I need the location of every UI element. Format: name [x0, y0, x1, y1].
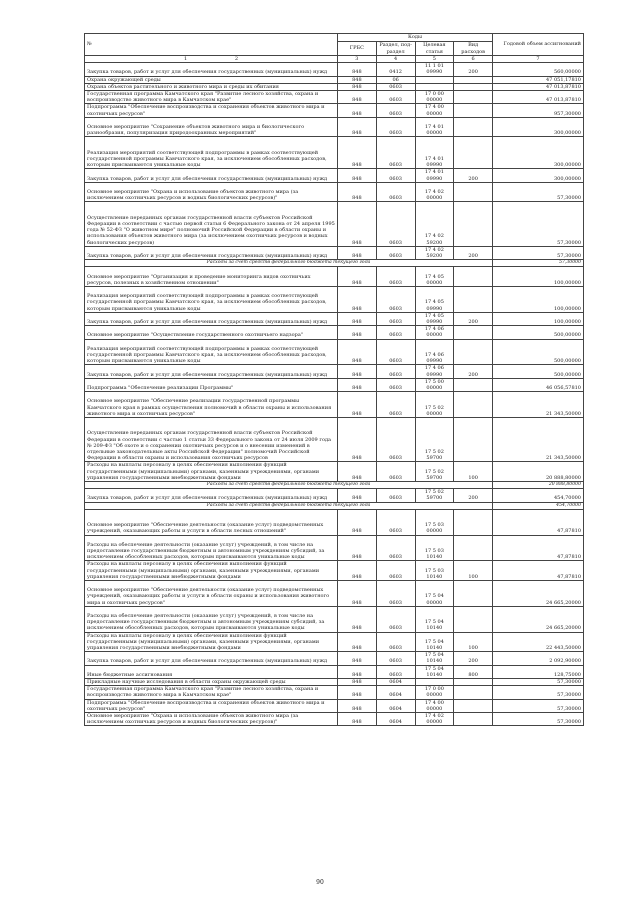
row-grbs: 848	[338, 392, 377, 418]
table-row	[85, 665, 584, 678]
row-sum: 47,87810	[493, 561, 584, 581]
table-row	[85, 462, 584, 482]
row-target-article	[415, 679, 454, 686]
row-expense-type: 200	[454, 312, 493, 325]
row-name: Расходы на выплаты персоналу в целях обеспечения выполнения функций государственными (муниципальными) органами, казенными учреждениями, органами управления государственными внебюджетными фондами	[85, 561, 338, 581]
row-target-article: 17 4 01 09990	[415, 137, 454, 169]
row-grbs: 848	[338, 535, 377, 561]
budget-table	[84, 33, 584, 726]
row-expense-type	[454, 686, 493, 699]
table-subrow	[85, 482, 584, 489]
row-grbs: 848	[338, 509, 377, 535]
row-sum: 500,00000	[493, 339, 584, 365]
header-razdel: Раздел, под-раздел	[376, 42, 415, 56]
row-target-article: 17 5 02 00000	[415, 392, 454, 418]
row-sum: 20 888,80000	[493, 462, 584, 482]
row-name: Реализация мероприятий соответствующей подпрограммы в рамках соответствующей государственной программы Камчатского края, за исключением обособленных расходов, которым присваиваются уникальные коды	[85, 339, 338, 365]
row-razdel: 0603	[376, 169, 415, 182]
row-expense-type	[454, 91, 493, 104]
row-grbs: 848	[338, 267, 377, 287]
row-razdel: 0603	[376, 632, 415, 652]
row-expense-type: 200	[454, 63, 493, 76]
row-expense-type: 200	[454, 365, 493, 378]
row-target-article: 17 4 02 00000	[415, 713, 454, 726]
table-row	[85, 312, 584, 325]
row-razdel: 0603	[376, 581, 415, 607]
row-grbs: 848	[338, 91, 377, 104]
table-row	[85, 83, 584, 90]
row-name: Основное мероприятие "Обеспечение деятельности (оказание услуг) подведомственных учреждений, оказывающих работы и услуги в области лесных отношений"	[85, 509, 338, 535]
row-name: Закупка товаров, работ и услуг для обеспечения государственных (муниципальных) нужд	[85, 169, 338, 182]
row-razdel: 06	[376, 76, 415, 83]
table-row	[85, 378, 584, 391]
row-expense-type	[454, 267, 493, 287]
table-body	[85, 63, 584, 726]
row-expense-type: 200	[454, 246, 493, 259]
row-name: Охрана окружающей среды	[85, 76, 338, 83]
table-row	[85, 287, 584, 313]
header-vr: Вид расходов	[454, 42, 493, 56]
row-expense-type	[454, 713, 493, 726]
col-num-6: 6	[454, 56, 493, 63]
table-row	[85, 509, 584, 535]
row-grbs: 848	[338, 713, 377, 726]
row-target-article: 17 5 02 59700	[415, 418, 454, 462]
row-grbs: 848	[338, 606, 377, 632]
row-razdel: 0603	[376, 83, 415, 90]
row-expense-type	[454, 606, 493, 632]
row-grbs: 848	[338, 632, 377, 652]
row-razdel: 0603	[376, 561, 415, 581]
row-target-article: 17 4 02 59200	[415, 246, 454, 259]
row-target-article: 17 4 00 00000	[415, 699, 454, 712]
row-razdel: 0412	[376, 63, 415, 76]
row-target-article: 17 0 00 00000	[415, 686, 454, 699]
row-target-article: 17 4 05 09990	[415, 287, 454, 313]
row-razdel: 0603	[376, 365, 415, 378]
row-grbs: 848	[338, 418, 377, 462]
row-expense-type	[454, 182, 493, 202]
row-grbs: 848	[338, 686, 377, 699]
page-number: 90	[316, 879, 324, 886]
table-row	[85, 581, 584, 607]
row-razdel: 0603	[376, 202, 415, 246]
row-sum: 22 443,50000	[493, 632, 584, 652]
table-row	[85, 137, 584, 169]
row-grbs: 848	[338, 378, 377, 391]
table-row	[85, 76, 584, 83]
table-row	[85, 267, 584, 287]
row-razdel: 0603	[376, 246, 415, 259]
table-row	[85, 104, 584, 117]
row-razdel: 0603	[376, 91, 415, 104]
row-expense-type: 100	[454, 561, 493, 581]
header-num: №	[85, 34, 338, 56]
subrow-value: 454,70000	[493, 502, 584, 509]
row-razdel: 0603	[376, 652, 415, 665]
row-sum: 300,00000	[493, 117, 584, 137]
row-target-article: 17 5 03 10140	[415, 561, 454, 581]
row-grbs: 848	[338, 287, 377, 313]
row-name: Охрана объектов растительного и животного мира и среды их обитания	[85, 83, 338, 90]
table-row	[85, 246, 584, 259]
col-num-3: 3	[338, 56, 377, 63]
table-row	[85, 489, 584, 502]
row-razdel: 0603	[376, 104, 415, 117]
table-row	[85, 392, 584, 418]
row-sum: 560,00000	[493, 63, 584, 76]
table-row	[85, 326, 584, 339]
row-name: Основное мероприятие "Охрана и использование объектов животного мира (за исключением охотничьих ресурсов и водных биологических ресурсов)"	[85, 713, 338, 726]
row-sum: 128,75000	[493, 665, 584, 678]
row-sum: 500,00000	[493, 365, 584, 378]
row-razdel: 0603	[376, 509, 415, 535]
row-name: Основное мероприятие "Сохранение объектов животного мира и биологического разнообразия, популяризация природоохранных мероприятий"	[85, 117, 338, 137]
table-row	[85, 652, 584, 665]
row-razdel: 0604	[376, 686, 415, 699]
row-sum: 24 665,20000	[493, 581, 584, 607]
row-grbs: 848	[338, 137, 377, 169]
row-razdel: 0603	[376, 665, 415, 678]
row-expense-type	[454, 104, 493, 117]
row-razdel: 0603	[376, 137, 415, 169]
row-target-article: 17 4 01 09990	[415, 169, 454, 182]
row-sum: 47,87810	[493, 509, 584, 535]
row-sum: 47 013,87810	[493, 83, 584, 90]
table-subrow	[85, 260, 584, 267]
table-row	[85, 117, 584, 137]
subrow-label: Расходы за счет средств федерального бюджета текущего года	[85, 260, 493, 267]
table-row	[85, 169, 584, 182]
row-name: Закупка товаров, работ и услуг для обеспечения государственных (муниципальных) нужд	[85, 365, 338, 378]
row-target-article: 17 4 01 00000	[415, 117, 454, 137]
row-sum: 100,00000	[493, 312, 584, 325]
table-row	[85, 535, 584, 561]
row-expense-type	[454, 83, 493, 90]
row-target-article: 17 5 02 59700	[415, 489, 454, 502]
row-expense-type	[454, 392, 493, 418]
row-name: Основное мероприятие "Обеспечение деятельности (оказание услуг) подведомственных учреждений, оказывающих работы и услуги в области охраны и использования животного мира и охотничьих ресурсов"	[85, 581, 338, 607]
row-razdel: 0603	[376, 182, 415, 202]
row-target-article: 17 5 04 10140	[415, 606, 454, 632]
row-target-article: 17 5 04 10140	[415, 632, 454, 652]
row-grbs: 848	[338, 202, 377, 246]
row-target-article	[415, 83, 454, 90]
row-expense-type	[454, 581, 493, 607]
row-razdel: 0603	[376, 535, 415, 561]
row-name: Расходы на обеспечение деятельности (оказание услуг) учреждений, в том числе на предоставление государственным бюджетным и автономным учреждениям субсидий, за исключением обособленных расходов, которым присваиваются уникальные коды	[85, 606, 338, 632]
row-grbs: 848	[338, 365, 377, 378]
row-expense-type	[454, 76, 493, 83]
table-row	[85, 713, 584, 726]
col-num-5: 5	[415, 56, 454, 63]
row-razdel: 0603	[376, 267, 415, 287]
table-row	[85, 686, 584, 699]
row-name: Осуществление переданных органам государственной власти субъектов Российской Федерации в соответствии с частью первой статьи 6 Федерального закона от 24 апреля 1995 года № 52-ФЗ "О животном мире" полномочий Российской Федерации в области охраны и использования объектов животного мира (за исключением охотничьих ресурсов и водных биологических ресурсов)	[85, 202, 338, 246]
row-sum: 57,30000	[493, 202, 584, 246]
row-razdel: 0603	[376, 606, 415, 632]
row-sum: 47 051,17810	[493, 76, 584, 83]
row-sum: 57,30000	[493, 679, 584, 686]
row-razdel: 0603	[376, 312, 415, 325]
row-name: Основное мероприятие "Охрана и использование объектов животного мира (за исключением охотничьих ресурсов и водных биологических ресурсов)"	[85, 182, 338, 202]
row-razdel: 0604	[376, 679, 415, 686]
row-grbs: 848	[338, 489, 377, 502]
table-subrow	[85, 502, 584, 509]
row-sum: 57,30000	[493, 686, 584, 699]
row-grbs: 848	[338, 561, 377, 581]
row-sum: 957,30000	[493, 104, 584, 117]
table-header-row	[85, 34, 584, 42]
table-row	[85, 561, 584, 581]
row-name: Реализация мероприятий соответствующей подпрограммы в рамках соответствующей государственной программы Камчатского края, за исключением обособленных расходов, которым присваиваются уникальные коды	[85, 287, 338, 313]
row-expense-type: 200	[454, 489, 493, 502]
row-target-article: 17 4 06 09990	[415, 339, 454, 365]
table-row	[85, 339, 584, 365]
row-target-article: 17 5 04 10140	[415, 665, 454, 678]
row-sum: 2 092,90000	[493, 652, 584, 665]
row-grbs: 848	[338, 679, 377, 686]
table-row	[85, 679, 584, 686]
table-row	[85, 418, 584, 462]
row-expense-type	[454, 699, 493, 712]
row-grbs: 848	[338, 699, 377, 712]
row-sum: 300,00000	[493, 169, 584, 182]
row-target-article: 17 0 00 00000	[415, 91, 454, 104]
row-expense-type	[454, 202, 493, 246]
row-razdel: 0603	[376, 418, 415, 462]
row-target-article: 17 5 03 10140	[415, 535, 454, 561]
row-expense-type: 200	[454, 169, 493, 182]
row-sum: 57,30000	[493, 699, 584, 712]
row-name: Основное мероприятие "Организация и проведение мониторинга видов охотничьих ресурсов, полезных в хозяйственном отношении"	[85, 267, 338, 287]
row-sum: 300,00000	[493, 137, 584, 169]
row-grbs: 848	[338, 83, 377, 90]
row-expense-type	[454, 679, 493, 686]
row-expense-type: 200	[454, 652, 493, 665]
row-name: Основное мероприятие "Обеспечение реализации государственной программы Камчатского края в рамках осуществления полномочий в области охраны и использования животного мира и охотничьих ресурсов"	[85, 392, 338, 418]
subrow-value: 20 888,80000	[493, 482, 584, 489]
row-name: Подпрограмма "Обеспечение реализации Программы"	[85, 378, 338, 391]
row-razdel: 0603	[376, 392, 415, 418]
header-cs: Целевая статья	[415, 42, 454, 56]
row-target-article: 17 4 06 00000	[415, 326, 454, 339]
table-row	[85, 606, 584, 632]
row-grbs: 848	[338, 63, 377, 76]
col-num-4: 4	[376, 56, 415, 63]
table-row	[85, 91, 584, 104]
row-sum: 47,87810	[493, 535, 584, 561]
row-name: Подпрограмма "Обеспечение воспроизводства и сохранения объектов животного мира и охотничьих ресурсов"	[85, 104, 338, 117]
row-expense-type	[454, 287, 493, 313]
row-grbs: 848	[338, 169, 377, 182]
row-target-article: 17 5 02 59700	[415, 462, 454, 482]
row-expense-type	[454, 378, 493, 391]
row-sum: 57,30000	[493, 182, 584, 202]
table-row	[85, 632, 584, 652]
header-codes: Коды	[338, 34, 493, 42]
budget-table-page	[84, 33, 584, 726]
row-name: Прикладные научные исследования в области охраны окружающей среды	[85, 679, 338, 686]
row-target-article: 17 4 02 00000	[415, 182, 454, 202]
row-target-article: 17 4 05 00000	[415, 267, 454, 287]
row-name: Реализация мероприятий соответствующей подпрограммы в рамках соответствующей государственной программы Камчатского края, за исключением обособленных расходов, которым присваиваются уникальные коды	[85, 137, 338, 169]
row-expense-type	[454, 326, 493, 339]
row-name: Основное мероприятие "Осуществление государственного охотничьего надзора"	[85, 326, 338, 339]
row-razdel: 0603	[376, 462, 415, 482]
subrow-label: Расходы за счет средств федерального бюджета текущего года	[85, 482, 493, 489]
subrow-label: Расходы за счет средств федерального бюджета текущего года	[85, 502, 493, 509]
row-expense-type	[454, 509, 493, 535]
row-target-article: 17 5 04 00000	[415, 581, 454, 607]
row-name: Расходы на обеспечение деятельности (оказание услуг) учреждений, в том числе на предоставление государственным бюджетным и автономным учреждениям субсидий, за исключением обособленных расходов, которым присваиваются уникальные коды	[85, 535, 338, 561]
row-expense-type	[454, 339, 493, 365]
row-sum: 57,30000	[493, 713, 584, 726]
row-name: Закупка товаров, работ и услуг для обеспечения государственных (муниципальных) нужд	[85, 652, 338, 665]
row-expense-type	[454, 117, 493, 137]
row-target-article	[415, 76, 454, 83]
row-grbs: 848	[338, 76, 377, 83]
row-target-article: 17 4 02 59200	[415, 202, 454, 246]
table-row	[85, 182, 584, 202]
row-razdel: 0603	[376, 489, 415, 502]
row-name: Закупка товаров, работ и услуг для обеспечения государственных (муниципальных) нужд	[85, 489, 338, 502]
row-grbs: 848	[338, 117, 377, 137]
row-target-article: 17 4 05 09990	[415, 312, 454, 325]
row-name: Расходы на выплаты персоналу в целях обеспечения выполнения функций государственными (муниципальными) органами, казенными учреждениями, органами управления государственными внебюджетными фондами	[85, 462, 338, 482]
row-name: Подпрограмма "Обеспечение воспроизводства и сохранения объектов животного мира и охотничьих ресурсов"	[85, 699, 338, 712]
header-grbs: ГРБС	[338, 42, 377, 56]
row-razdel: 0603	[376, 326, 415, 339]
col-num-7: 7	[493, 56, 584, 63]
col-num-1: 1 2	[85, 56, 338, 63]
row-name: Закупка товаров, работ и услуг для обеспечения государственных (муниципальных) нужд	[85, 246, 338, 259]
row-target-article: 17 5 03 00000	[415, 509, 454, 535]
row-sum: 100,00000	[493, 267, 584, 287]
row-grbs: 848	[338, 665, 377, 678]
table-row	[85, 699, 584, 712]
row-expense-type	[454, 418, 493, 462]
row-grbs: 848	[338, 326, 377, 339]
header-sum: Годовой объем ассигнований	[493, 34, 584, 56]
row-target-article: 17 4 00 00000	[415, 104, 454, 117]
row-razdel: 0604	[376, 699, 415, 712]
row-razdel: 0604	[376, 713, 415, 726]
row-grbs: 848	[338, 246, 377, 259]
row-target-article: 11 1 01 09990	[415, 63, 454, 76]
row-target-article: 17 5 04 10140	[415, 652, 454, 665]
row-sum: 100,00000	[493, 287, 584, 313]
row-razdel: 0603	[376, 339, 415, 365]
row-grbs: 848	[338, 462, 377, 482]
row-sum: 21 343,50000	[493, 392, 584, 418]
table-row	[85, 365, 584, 378]
row-grbs: 848	[338, 104, 377, 117]
row-expense-type: 100	[454, 632, 493, 652]
row-name: Государственная программа Камчатского края "Развитие лесного хозяйства, охрана и воспроизводство животного мира в Камчатском крае"	[85, 686, 338, 699]
row-name: Закупка товаров, работ и услуг для обеспечения государственных (муниципальных) нужд	[85, 312, 338, 325]
row-grbs: 848	[338, 581, 377, 607]
row-grbs: 848	[338, 652, 377, 665]
table-row	[85, 202, 584, 246]
row-expense-type	[454, 137, 493, 169]
row-name: Расходы на выплаты персоналу в целях обеспечения выполнения функций государственными (муниципальными) органами, казенными учреждениями, органами управления государственными внебюджетными фондами	[85, 632, 338, 652]
row-sum: 24 665,20000	[493, 606, 584, 632]
row-razdel: 0603	[376, 117, 415, 137]
row-razdel: 0603	[376, 287, 415, 313]
row-grbs: 848	[338, 339, 377, 365]
table-row	[85, 63, 584, 76]
row-name: Иные бюджетные ассигнования	[85, 665, 338, 678]
row-expense-type	[454, 535, 493, 561]
row-grbs: 848	[338, 182, 377, 202]
row-target-article: 17 4 06 09990	[415, 365, 454, 378]
column-number-row	[85, 56, 584, 63]
row-sum: 454,70000	[493, 489, 584, 502]
row-grbs: 848	[338, 312, 377, 325]
row-sum: 46 056,57810	[493, 378, 584, 391]
row-expense-type: 100	[454, 462, 493, 482]
row-target-article: 17 5 00 00000	[415, 378, 454, 391]
row-expense-type: 800	[454, 665, 493, 678]
row-name: Закупка товаров, работ и услуг для обеспечения государственных (муниципальных) нужд	[85, 63, 338, 76]
row-razdel: 0603	[376, 378, 415, 391]
row-sum: 47 013,87810	[493, 91, 584, 104]
row-sum: 21 343,50000	[493, 418, 584, 462]
row-name: Государственная программа Камчатского края "Развитие лесного хозяйства, охрана и воспроизводство животного мира в Камчатском крае"	[85, 91, 338, 104]
row-sum: 500,00000	[493, 326, 584, 339]
row-sum: 57,30000	[493, 246, 584, 259]
row-name: Осуществление переданных органам государственной власти субъектов Российской Федерации в соответствии с частью 1 статьи 33 Федерального закона от 24 июля 2009 года № 209-ФЗ "Об охоте и о сохранении охотничьих ресурсов и о внесении изменений в отдельные законодательные акты Российской Федерации" полномочий Российской Федерации в области охраны и использования охотничьих ресурсов	[85, 418, 338, 462]
subrow-value: 57,30000	[493, 260, 584, 267]
